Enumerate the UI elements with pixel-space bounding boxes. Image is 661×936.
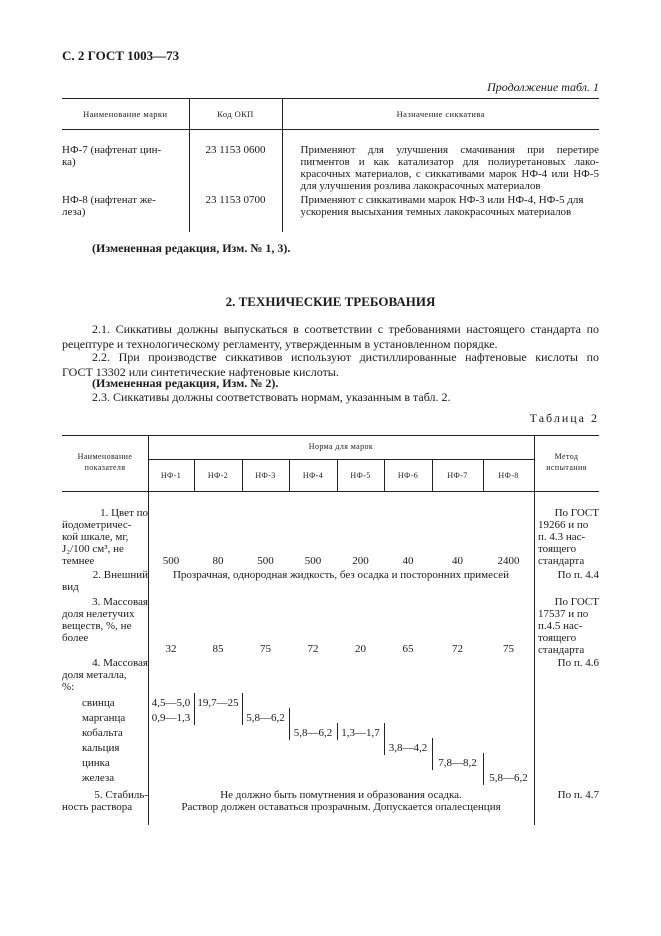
kobalta-nf5: 1,3—1,7 [341,727,380,739]
t2-row1-method-l4: тоящего [538,543,577,555]
t2-r3-nf5: 20 [355,643,366,655]
t2-r1-nf7: 40 [452,555,463,567]
t2-row1-method-l3: п. 4.3 нас- [538,531,586,543]
t2-row5-span-l2: Раствор должен оставаться прозрачным. Допускается опалесценция [181,801,501,813]
t2-row5-name [62,789,148,813]
t2-r3-nf2: 85 [212,643,224,655]
t1-header-code: Код ОКП [189,99,282,130]
t2-row1-name-l4: J₂/100 см³, не [62,543,124,555]
zheleza-nf8: 5,8—6,2 [489,772,528,784]
kalcia-nf6: 3,8—4,2 [388,742,428,754]
cinka-nf7: 7,8—8,2 [438,757,477,769]
t2-row2-name-l1: 2. Внешний [92,569,148,581]
t2-row3-method-l3: п.4.5 нас- [538,620,583,632]
t2-metal-rule [289,708,290,740]
kobalta-nf4: 5,8—6,2 [293,727,333,739]
t2-row1-name-l5: темнее [62,555,95,567]
t2-header-method-l2: испытания [546,463,587,472]
t2-row3-name [62,596,148,644]
table-1 [62,98,599,232]
t2-vline-method [534,435,535,825]
t1-header-purpose: Назначение сиккатива [282,99,599,130]
t1-header-name: Наименование марки [62,99,189,130]
t1-row1-purpose-l2: пигментов и как катализатор для полиуретановых лако- [300,156,599,168]
t1-row1-purpose-l1: Применяют для улучшения смачивания при перетире [300,144,599,156]
t2-row1-method-l2: 19266 и по [538,519,589,531]
t2-row5-name-l1: 5. Стабиль- [94,789,148,801]
t2-header-method-l1: Метод [554,452,579,461]
metal-marganca: марганца [82,712,126,724]
t2-vline-name [148,435,149,825]
t2-header-name [62,451,148,473]
t2-header-method [534,451,599,473]
t2-row3-method-l5: стандарта [538,644,585,656]
t2-row3-method [538,596,599,656]
t2-header-norm: Норма для марок [308,442,374,451]
p21-line2: рецептуре и технологическому регламенту, утвержденным в установленном порядке. [62,336,498,351]
t2-mark-nf1: НФ-1 [160,471,182,480]
t2-row2-method: По п. 4.4 [557,569,599,581]
t1-row1-purpose-l3: красочных материалов, с сиккативами марок НФ-4 или НФ-5 [300,168,599,180]
table-row [62,130,599,193]
t2-r1-nf2: 80 [212,555,224,567]
t2-row3-name-l3: веществ, %, не [62,620,132,632]
metal-kobalta: кобальта [82,727,123,739]
t2-r1-nf8: 2400 [497,555,520,567]
t2-metal-rule [337,723,338,740]
t2-mark-nf8: НФ-8 [498,471,519,480]
table-continuation-label: Продолжение табл. 1 [487,80,599,94]
t2-mark-nf6: НФ-6 [397,471,419,480]
t2-row3-method-l4: тоящего [538,632,577,644]
t1-row1-name-l2: ка) [62,156,76,168]
svinca-nf2: 19,7—25 [197,697,239,709]
t1-row2-purpose-l2: ускорения высыхания темных лакокрасочных материалов [300,206,572,218]
t2-row2-name [62,569,148,593]
amendment-note-2: (Измененная редакция, Изм. № 2). [92,376,279,390]
marganca-nf1: 0,9—1,3 [151,712,191,724]
t2-mark-nf2: НФ-2 [207,471,229,480]
t2-mark-nf5: НФ-5 [350,471,371,480]
metal-cinka: цинка [82,757,110,769]
section-title: 2. ТЕХНИЧЕСКИЕ ТРЕБОВАНИЯ [225,294,436,309]
t2-r3-nf1: 32 [165,643,177,655]
p21-line1: 2.1. Сиккативы должны выпускаться в соответствии с требованиями настоящего стандарта по [92,322,599,336]
t1-row2-purpose-l1: Применяют с сиккативами марок НФ-3 или НФ-4, НФ-5 для [300,194,584,206]
t2-r1-nf5: 200 [352,555,369,567]
t2-row4-name-l3: %: [62,681,75,693]
metal-kalcia: кальция [82,742,120,754]
t2-r1-nf4: 500 [304,555,322,567]
t2-r3-nf6: 65 [402,643,414,655]
t2-top-rule [62,435,599,436]
t2-row2-name-l2: вид [62,581,79,593]
amendment-note-1: (Измененная редакция, Изм. № 1, 3). [92,241,291,255]
t2-metal-rule [384,723,385,755]
t2-r1-nf6: 40 [402,555,414,567]
t2-row1-method-l1: По ГОСТ [554,507,599,519]
page-header: С. 2 ГОСТ 1003—73 [62,48,180,63]
t2-row4-name-l1: 4. Массовая [92,657,148,669]
t2-header-name-l1: Наименование [77,452,133,461]
t2-r3-nf4: 72 [307,643,319,655]
t2-row1-method [538,507,599,567]
t2-row1-name-l1: 1. Цвет по [100,507,148,519]
paragraph-2-1 [62,322,599,351]
t2-r3-nf3: 75 [260,643,271,655]
t2-metal-rule [194,693,195,725]
paragraph-2-2 [62,350,599,379]
t2-row5-name-l2: ность раствора [62,801,133,813]
t1-row1-name-l1: НФ-7 (нафтенат цин- [62,144,162,156]
t2-row5-method: По п. 4.7 [557,789,599,801]
t2-row4-name-l2: доля металла, [62,669,127,681]
t1-row1-purpose-l4: для улучшения розлива лакокрасочных материалов [300,180,541,192]
t2-row3-method-l1: По ГОСТ [554,596,599,608]
t2-row5-span-l1: Не должно быть помутнения и образования осадка. [220,789,462,801]
t2-metal-rule [432,738,433,770]
t2-row3-method-l2: 17537 и по [538,608,589,620]
t2-row4-name [62,657,148,693]
t2-mark-nf7: НФ-7 [447,471,468,480]
t2-row1-name [62,507,148,567]
t2-row3-name-l4: более [62,632,89,644]
svinca-nf1: 4,5—5,0 [151,697,191,709]
t2-mark-nf3: НФ-3 [255,471,276,480]
paragraph-2-3: 2.3. Сиккативы должны соответствовать нормам, указанным в табл. 2. [92,390,451,404]
t2-r3-nf7: 72 [452,643,463,655]
t2-mark-nf4: НФ-4 [302,471,324,480]
t1-row2-name-l1: НФ-8 (нафтенат же- [62,194,156,206]
t2-row2-span: Прозрачная, однородная жидкость, без осадка и посторонних примесей [172,569,510,581]
metal-zheleza: железа [82,772,115,784]
t2-metal-rule [483,753,484,785]
metal-svinca: свинца [82,697,115,709]
t2-header-name-l2: показателя [84,463,126,472]
table-2 [62,435,599,825]
t2-row5-span [148,789,534,813]
t2-row3-name-l2: доля нелетучих [62,608,135,620]
p22-line1: 2.2. При производстве сиккативов используют дистиллированные нафтеновые кислоты по [92,350,599,364]
table-row [62,192,599,232]
t2-r1-nf3: 500 [257,555,274,567]
marganca-nf3: 5,8—6,2 [246,712,285,724]
t2-row1-name-l2: йодометричес- [62,519,132,531]
t1-row1-code: 23 1153 0600 [189,130,282,193]
t2-row1-name-l3: кой шкале, мг, [62,531,129,543]
t1-row2-code: 23 1153 0700 [189,192,282,232]
t1-row2-name-l2: леза) [62,206,86,218]
p22-line2: ГОСТ 13302 или синтетические нафтеновые кислоты. [62,364,339,379]
t2-subheader-rule [148,459,534,460]
t2-metal-rule [242,693,243,725]
t2-r3-nf8: 75 [503,643,514,655]
t2-header-bottom-rule [62,491,599,492]
table-2-title: Таблица 2 [529,411,599,425]
t2-row3-name-l1: 3. Массовая [92,596,148,608]
t2-r1-nf1: 500 [162,555,180,567]
t2-row4-method: По п. 4.6 [557,657,599,669]
t2-row1-method-l5: стандарта [538,555,585,567]
